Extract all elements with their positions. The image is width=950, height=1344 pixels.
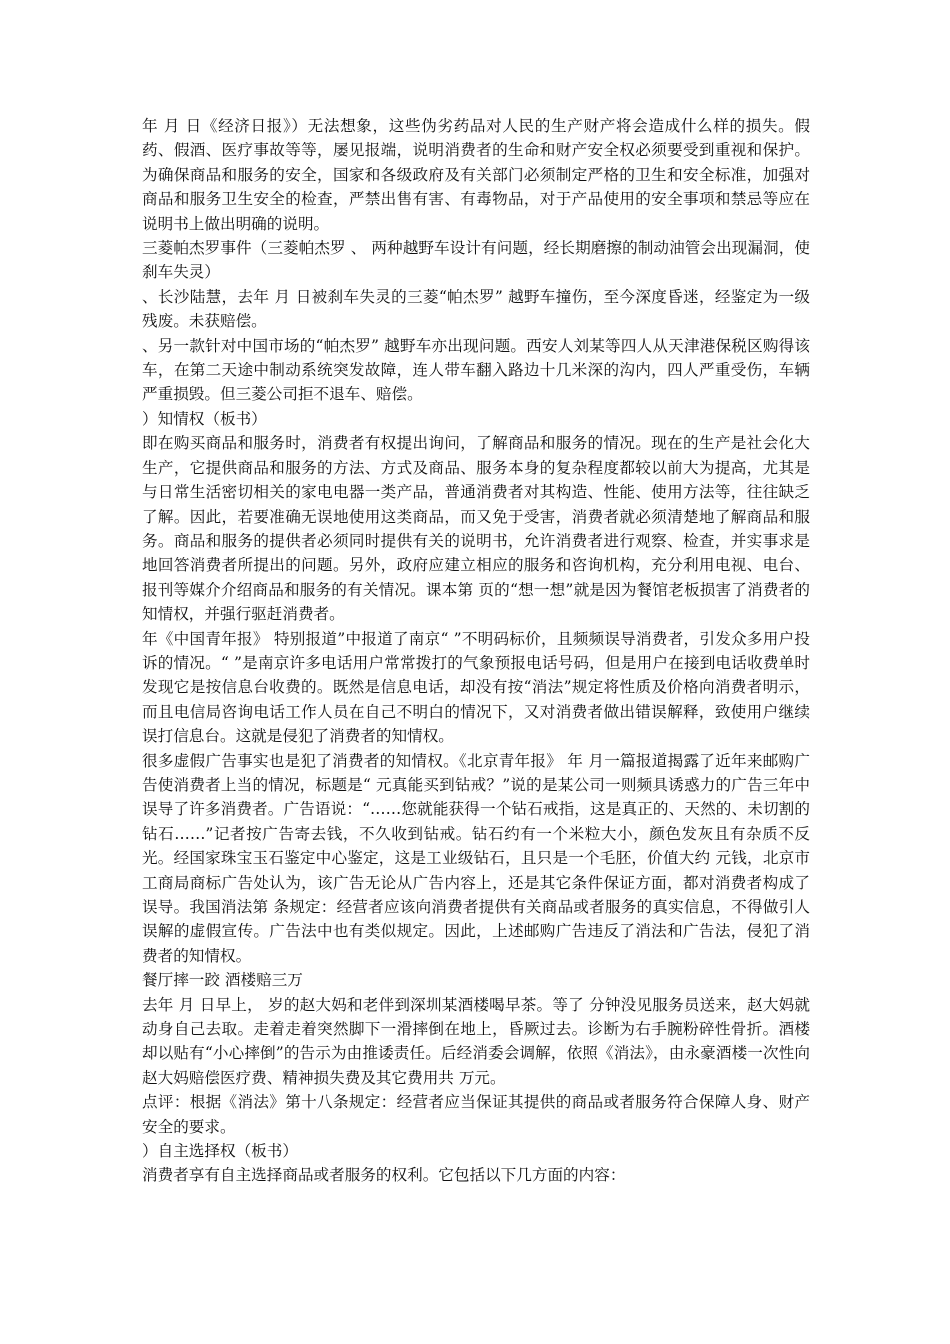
- paragraph-drug-safety: 年 月 日《经济日报》）无法想象，这些伪劣药品对人民的生产财产将会造成什么样的损失。假药、假酒、医疗事故等等，屡见报端，说明消费者的生命和财产安全权必须要受到重视和保护。为确保商品和服务的安全，国家和各级政府及有关部门必须制定严格的卫生和安全标准，加强对商品和服务卫生安全的检查，严禁出售有害、有毒物品，对于产品使用的安全事项和禁忌等应在说明书上做出明确的说明。: [142, 117, 810, 233]
- paragraph-restaurant-case: 去年 月 日早上， 岁的赵大妈和老伴到深圳某酒楼喝早茶。等了 分钟没见服务员送来，赵大妈就动身自己去取。走着走着突然脚下一滑摔倒在地上，昏厥过去。诊断为右手腕粉碎性骨折。酒楼却以贴有“小心摔倒”的告示为由推诿责任。后经消委会调解，依照《消法》，由永豪酒楼一次性向赵大妈赔偿医疗费、精神损失费及其它费用共 万元。: [142, 995, 810, 1087]
- paragraph-false-advertising-case: 很多虚假广告事实也是犯了消费者的知情权。《北京青年报》 年 月一篇报道揭露了近年来邮购广告使消费者上当的情况，标题是“ 元真能买到钻戒？”说的是某公司一则频具诱惑力的广告三年中误导了许多消费者。广告语说：“……您就能获得一个钻石戒指，这是真正的、天然的、未切割的钻石……”记者按广告寄去钱，不久收到钻戒。钻石约有一个米粒大小，颜色发灰且有杂质不反光。经国家珠宝玉石鉴定中心鉴定，这是工业级钻石，且只是一个毛胚，价值大约 元钱，北京市工商局商标广告处认为，该广告无论从广告内容上，还是其它条件保证方面，都对消费者构成了误导。我国消法第 条规定：经营者应该向消费者提供有关商品或者服务的真实信息，不得做引人误解的虚假宣传。广告法中也有类似规定。因此，上述邮购广告违反了消法和广告法，侵犯了消费者的知情权。: [142, 751, 810, 965]
- paragraph-commentary: 点评：根据《消法》第十八条规定：经营者应当保证其提供的商品或者服务符合保障人身、财产安全的要求。: [142, 1093, 810, 1136]
- document-body: [142, 114, 810, 1188]
- paragraph-right-to-know-definition: 即在购买商品和服务时，消费者有权提出询问，了解商品和服务的情况。现在的生产是社会化大生产，它提供商品和服务的方法、方式及商品、服务本身的复杂程度都较以前大为提高，尤其是与日常生活密切相关的家电电器一类产品，普通消费者对其构造、性能、使用方法等，往往缺乏了解。因此，若要准确无误地使用这类商品，而又免于受害，消费者就必须清楚地了解商品和服务。商品和服务的提供者必须同时提供有关的说明书，允许消费者进行观察、检查，并实事求是地回答消费者所提出的问题。另外，政府应建立相应的服务和咨询机构，充分利用电视、电台、报刊等媒介介绍商品和服务的有关情况。课本第 页的“想一想”就是因为餐馆老板损害了消费者的知情权，并强行驱赶消费者。: [142, 434, 810, 624]
- paragraph-mitsubishi-case-2: 、另一款针对中国市场的“帕杰罗” 越野车亦出现问题。西安人刘某等四人从天津港保税区购得该车，在第二天途中制动系统突发故障，连人带车翻入路边十几米深的沟内，四人严重受伤，车辆严重损毁。但三菱公司拒不退车、赔偿。: [142, 336, 810, 404]
- paragraph-free-choice-intro: 消费者享有自主选择商品或者服务的权利。它包括以下几方面的内容：: [142, 1166, 626, 1185]
- paragraph-nanjing-phone-case: 年《中国青年报》 特别报道”中报道了南京“ ”不明码标价，且频频误导消费者，引发众多用户投诉的情况。“ ”是南京许多电话用户常常拨打的气象预报电话号码，但是用户在接到电话收费单时发现它是按信息台收费的。既然是信息电话，却没有按“消法”规定将性质及价格向消费者明示，而且电信局咨询电话工作人员在自己不明白的情况下，又对消费者做出错误解释，致使用户继续误打信息台。这就是侵犯了消费者的知情权。: [142, 629, 810, 746]
- paragraph-mitsubishi-case-1: 、长沙陆慧，去年 月 日被刹车失灵的三菱“帕杰罗” 越野车撞伤，至今深度昏迷，经鉴定为一级残废。未获赔偿。: [142, 287, 810, 331]
- paragraph-restaurant-heading: 餐厅摔一跤 酒楼赔三万: [142, 971, 303, 990]
- paragraph-mitsubishi-heading: 三菱帕杰罗事件（三菱帕杰罗 、 两种越野车设计有问题，经长期磨擦的制动油管会出现漏洞，使刹车失灵）: [142, 239, 810, 282]
- section-heading-free-choice: ）自主选择权（板书）: [142, 1142, 298, 1161]
- section-heading-right-to-know: ）知情权（板书）: [142, 409, 267, 428]
